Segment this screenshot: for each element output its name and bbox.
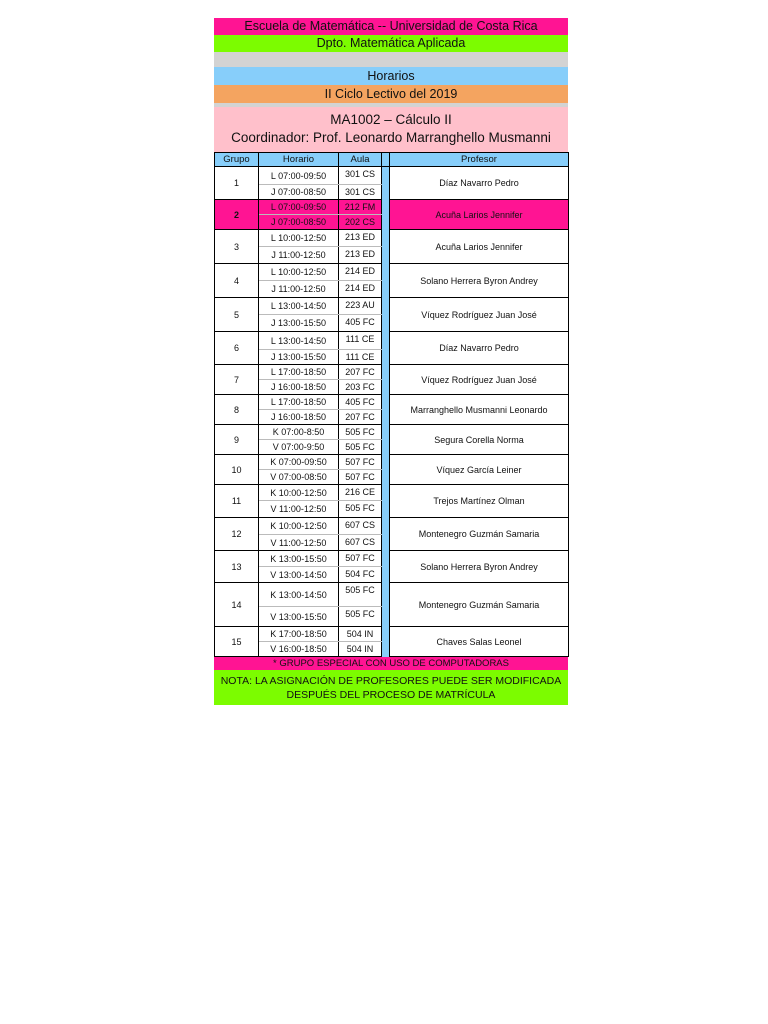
schedule-body bbox=[215, 167, 569, 657]
session-horario: L 10:00-12:50 bbox=[259, 230, 339, 247]
session-horario: V 13:00-15:50 bbox=[259, 607, 339, 627]
session-horario: V 07:00-9:50 bbox=[259, 440, 339, 455]
session-aula: 504 IN bbox=[339, 642, 382, 657]
session-aula: 505 FC bbox=[339, 607, 382, 627]
table-row bbox=[215, 264, 569, 281]
column-header-grupo: Grupo bbox=[215, 153, 259, 167]
table-row bbox=[215, 485, 569, 501]
group-number: 2 bbox=[215, 200, 259, 230]
assignment-note: NOTA: LA ASIGNACIÓN DE PROFESORES PUEDE SER MODIFICADA DESPUÉS DEL PROCESO DE MATRÍCULA bbox=[214, 670, 568, 705]
group-number: 6 bbox=[215, 332, 259, 365]
column-gap bbox=[382, 365, 390, 395]
group-profesor: Chaves Salas Leonel bbox=[390, 627, 569, 657]
session-horario: L 07:00-09:50 bbox=[259, 167, 339, 185]
session-aula: 203 FC bbox=[339, 380, 382, 395]
session-aula: 504 FC bbox=[339, 567, 382, 583]
column-gap bbox=[382, 583, 390, 627]
group-profesor: Montenegro Guzmán Samaria bbox=[390, 518, 569, 551]
session-aula: 507 FC bbox=[339, 455, 382, 470]
special-group-note: * GRUPO ESPECIAL CON USO DE COMPUTADORAS bbox=[214, 657, 568, 670]
group-profesor: Solano Herrera Byron Andrey bbox=[390, 264, 569, 298]
coordinator-name: Coordinador: Prof. Leonardo Marranghello Musmanni bbox=[231, 130, 551, 145]
table-row bbox=[215, 395, 569, 410]
column-header-profesor: Profesor bbox=[390, 153, 569, 167]
session-horario: V 11:00-12:50 bbox=[259, 535, 339, 551]
session-horario: V 13:00-14:50 bbox=[259, 567, 339, 583]
column-gap bbox=[382, 264, 390, 298]
session-horario: K 07:00-8:50 bbox=[259, 425, 339, 440]
session-aula: 505 FC bbox=[339, 425, 382, 440]
session-horario: J 16:00-18:50 bbox=[259, 380, 339, 395]
group-number: 7 bbox=[215, 365, 259, 395]
table-row bbox=[215, 167, 569, 185]
session-aula: 202 CS bbox=[339, 215, 382, 230]
table-header-row bbox=[215, 153, 569, 167]
session-horario: J 11:00-12:50 bbox=[259, 281, 339, 298]
column-gap bbox=[382, 425, 390, 455]
session-aula: 111 CE bbox=[339, 332, 382, 350]
session-aula: 504 IN bbox=[339, 627, 382, 642]
schedule-table bbox=[214, 152, 569, 657]
table-row bbox=[215, 425, 569, 440]
session-aula: 505 FC bbox=[339, 501, 382, 518]
session-horario: L 07:00-09:50 bbox=[259, 200, 339, 215]
session-aula: 216 CE bbox=[339, 485, 382, 501]
column-gap bbox=[382, 167, 390, 200]
group-profesor: Víquez García Leiner bbox=[390, 455, 569, 485]
group-profesor: Víquez Rodríguez Juan José bbox=[390, 365, 569, 395]
session-aula: 301 CS bbox=[339, 185, 382, 200]
session-horario: J 07:00-08:50 bbox=[259, 185, 339, 200]
session-aula: 607 CS bbox=[339, 518, 382, 535]
group-number: 11 bbox=[215, 485, 259, 518]
session-aula: 213 ED bbox=[339, 230, 382, 247]
group-number: 14 bbox=[215, 583, 259, 627]
session-aula: 405 FC bbox=[339, 395, 382, 410]
column-header-aula: Aula bbox=[339, 153, 382, 167]
column-gap bbox=[382, 332, 390, 365]
group-number: 15 bbox=[215, 627, 259, 657]
session-aula: 301 CS bbox=[339, 167, 382, 185]
group-profesor: Segura Corella Norma bbox=[390, 425, 569, 455]
group-number: 12 bbox=[215, 518, 259, 551]
column-gap bbox=[382, 298, 390, 332]
session-aula: 505 FC bbox=[339, 583, 382, 607]
column-gap bbox=[382, 627, 390, 657]
group-number: 10 bbox=[215, 455, 259, 485]
course-block bbox=[214, 107, 568, 152]
session-horario: L 13:00-14:50 bbox=[259, 332, 339, 350]
term-title: II Ciclo Lectivo del 2019 bbox=[214, 85, 568, 103]
table-row bbox=[215, 551, 569, 567]
section-title: Horarios bbox=[214, 67, 568, 85]
group-profesor: Trejos Martínez Olman bbox=[390, 485, 569, 518]
session-aula: 607 CS bbox=[339, 535, 382, 551]
session-horario: K 17:00-18:50 bbox=[259, 627, 339, 642]
group-profesor: Acuña Larios Jennifer bbox=[390, 230, 569, 264]
table-row bbox=[215, 583, 569, 607]
session-aula: 214 ED bbox=[339, 281, 382, 298]
session-horario: V 07:00-08:50 bbox=[259, 470, 339, 485]
group-profesor: Montenegro Guzmán Samaria bbox=[390, 583, 569, 627]
session-aula: 207 FC bbox=[339, 410, 382, 425]
session-horario: L 13:00-14:50 bbox=[259, 298, 339, 315]
column-gap bbox=[382, 395, 390, 425]
group-number: 1 bbox=[215, 167, 259, 200]
session-horario: J 07:00-08:50 bbox=[259, 215, 339, 230]
group-number: 5 bbox=[215, 298, 259, 332]
table-row bbox=[215, 332, 569, 350]
table-row bbox=[215, 200, 569, 215]
school-title: Escuela de Matemática -- Universidad de Costa Rica bbox=[214, 18, 568, 35]
session-aula: 207 FC bbox=[339, 365, 382, 380]
column-gap bbox=[382, 518, 390, 551]
column-gap bbox=[382, 200, 390, 230]
group-profesor: Acuña Larios Jennifer bbox=[390, 200, 569, 230]
column-gap bbox=[382, 485, 390, 518]
table-row bbox=[215, 298, 569, 315]
group-number: 4 bbox=[215, 264, 259, 298]
session-horario: K 13:00-15:50 bbox=[259, 551, 339, 567]
session-horario: K 13:00-14:50 bbox=[259, 583, 339, 607]
column-gap bbox=[382, 153, 390, 167]
group-profesor: Víquez Rodríguez Juan José bbox=[390, 298, 569, 332]
group-profesor: Díaz Navarro Pedro bbox=[390, 167, 569, 200]
group-number: 8 bbox=[215, 395, 259, 425]
session-horario: V 11:00-12:50 bbox=[259, 501, 339, 518]
session-horario: J 13:00-15:50 bbox=[259, 350, 339, 365]
table-row bbox=[215, 627, 569, 642]
group-number: 3 bbox=[215, 230, 259, 264]
session-aula: 505 FC bbox=[339, 440, 382, 455]
session-horario: J 11:00-12:50 bbox=[259, 247, 339, 264]
session-aula: 214 ED bbox=[339, 264, 382, 281]
session-horario: L 10:00-12:50 bbox=[259, 264, 339, 281]
session-aula: 507 FC bbox=[339, 470, 382, 485]
table-row bbox=[215, 455, 569, 470]
session-aula: 405 FC bbox=[339, 315, 382, 332]
session-horario: K 07:00-09:50 bbox=[259, 455, 339, 470]
group-profesor: Marranghello Musmanni Leonardo bbox=[390, 395, 569, 425]
group-number: 9 bbox=[215, 425, 259, 455]
session-aula: 223 AU bbox=[339, 298, 382, 315]
session-aula: 213 ED bbox=[339, 247, 382, 264]
course-title: MA1002 – Cálculo II bbox=[330, 112, 452, 127]
spacer-band bbox=[214, 52, 568, 67]
column-gap bbox=[382, 551, 390, 583]
group-number: 13 bbox=[215, 551, 259, 583]
table-row bbox=[215, 365, 569, 380]
schedule-sheet bbox=[214, 18, 568, 705]
session-horario: L 17:00-18:50 bbox=[259, 395, 339, 410]
column-header-horario: Horario bbox=[259, 153, 339, 167]
session-aula: 212 FM bbox=[339, 200, 382, 215]
session-horario: K 10:00-12:50 bbox=[259, 485, 339, 501]
session-horario: K 10:00-12:50 bbox=[259, 518, 339, 535]
department-title: Dpto. Matemática Aplicada bbox=[214, 35, 568, 52]
session-aula: 507 FC bbox=[339, 551, 382, 567]
table-row bbox=[215, 230, 569, 247]
column-gap bbox=[382, 230, 390, 264]
session-horario: L 17:00-18:50 bbox=[259, 365, 339, 380]
session-horario: J 13:00-15:50 bbox=[259, 315, 339, 332]
group-profesor: Díaz Navarro Pedro bbox=[390, 332, 569, 365]
table-row bbox=[215, 518, 569, 535]
column-gap bbox=[382, 455, 390, 485]
session-horario: J 16:00-18:50 bbox=[259, 410, 339, 425]
group-profesor: Solano Herrera Byron Andrey bbox=[390, 551, 569, 583]
session-horario: V 16:00-18:50 bbox=[259, 642, 339, 657]
session-aula: 111 CE bbox=[339, 350, 382, 365]
